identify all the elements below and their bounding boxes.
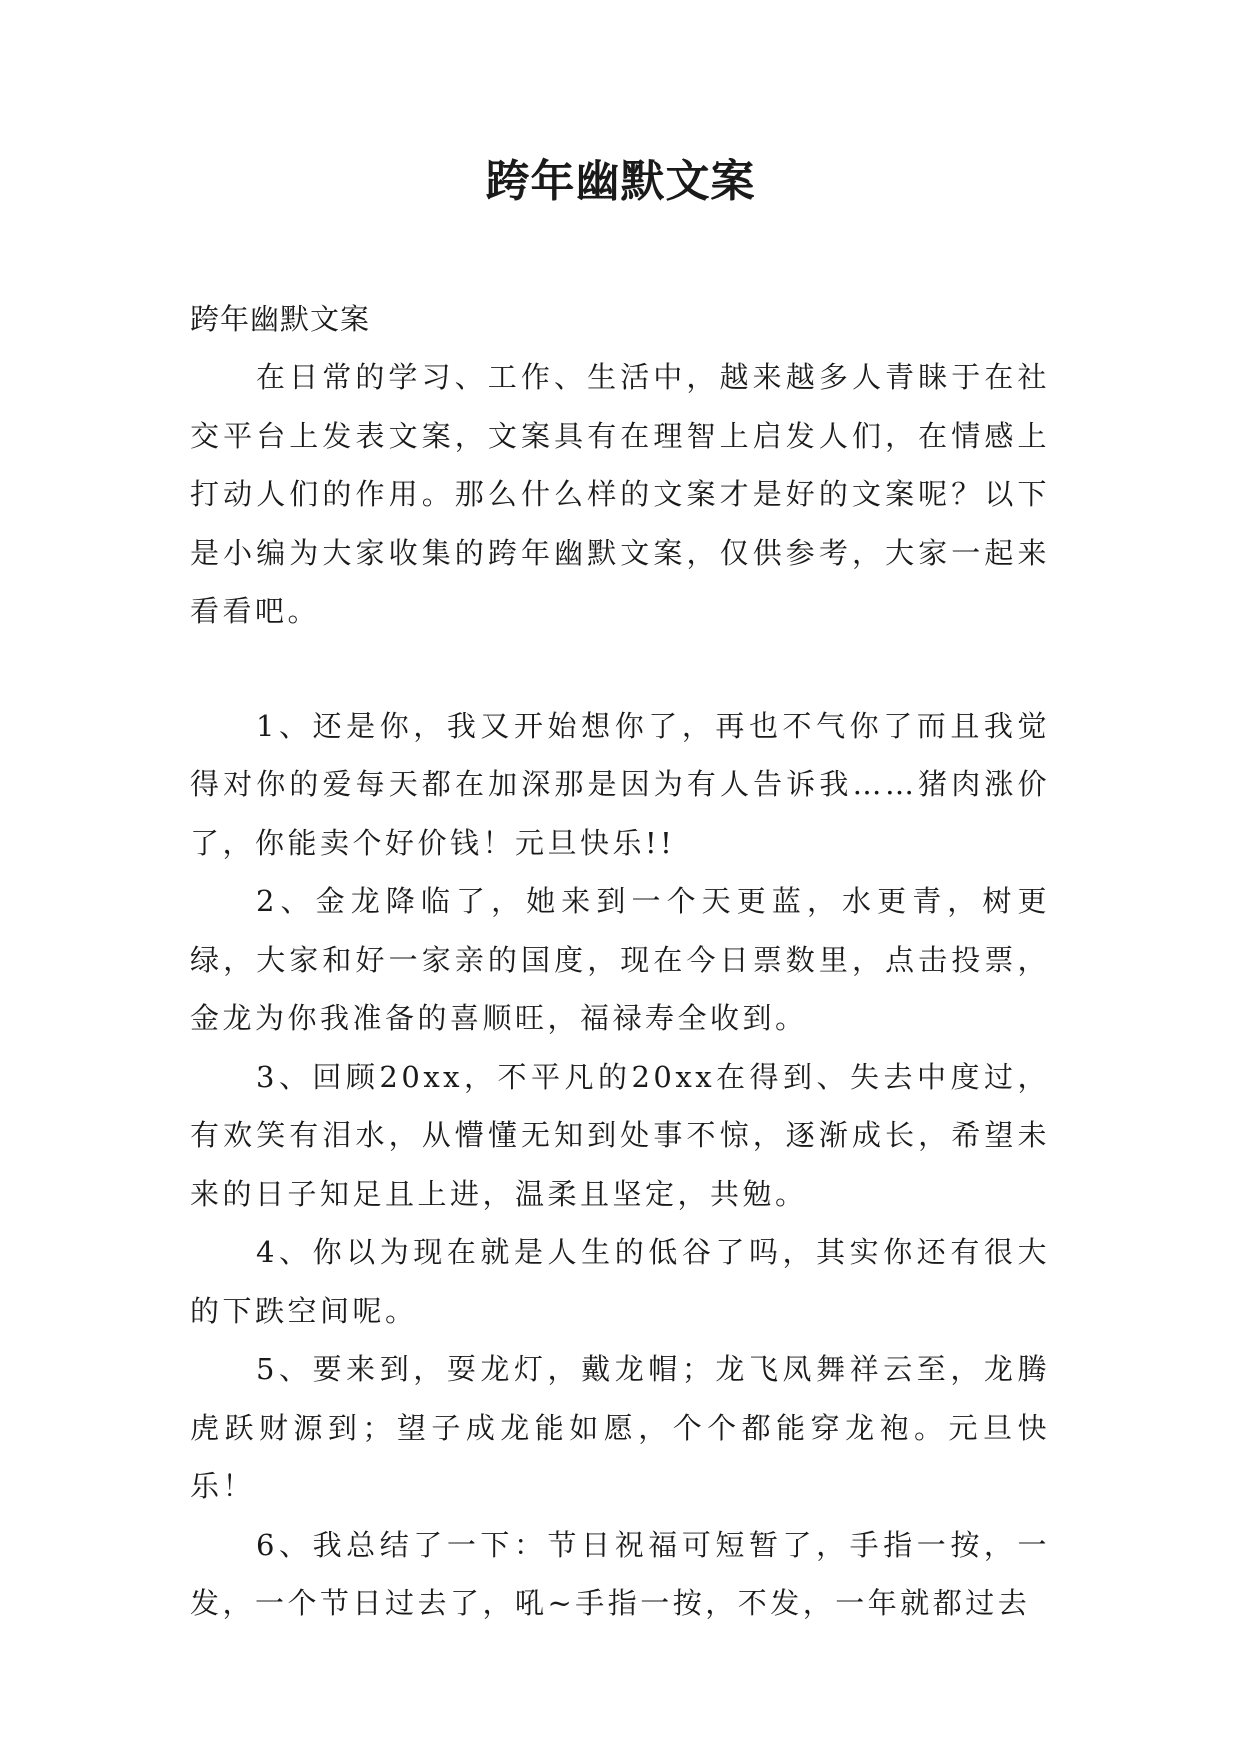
list-item: 5、要来到，耍龙灯，戴龙帽；龙飞凤舞祥云至，龙腾虎跃财源到；望子成龙能如愿，个个都能穿龙袍。元旦快乐！ (190, 1352, 1050, 1503)
list-item: 3、回顾20xx，不平凡的20xx在得到、失去中度过，有欢笑有泪水，从懵懂无知到处事不惊，逐渐成长，希望未来的日子知足且上进，温柔且坚定，共勉。 (190, 1059, 1050, 1211)
list-item: 1、还是你，我又开始想你了，再也不气你了而且我觉得对你的爱每天都在加深那是因为有人告诉我……猪肉涨价了，你能卖个好价钱！元旦快乐!! (190, 708, 1050, 860)
list-item: 6、我总结了一下：节日祝福可短暂了，手指一按，一发，一个节日过去了，吼~手指一按，不发，一年就都过去 (190, 1527, 1050, 1620)
paragraph-spacer (190, 641, 1050, 697)
list-item: 2、金龙降临了，她来到一个天更蓝，水更青，树更绿，大家和好一家亲的国度，现在今日票数里，点击投票，金龙为你我准备的喜顺旺，福禄寿全收到。 (190, 884, 1050, 1035)
intro-paragraph: 在日常的学习、工作、生活中，越来越多人青睐于在社交平台上发表文案，文案具有在理智上启发人们，在情感上打动人们的作用。那么什么样的文案才是好的文案呢？以下是小编为大家收集的跨年幽默文案，仅供参考，大家一起来看看吧。 (190, 360, 1050, 628)
document-body (190, 290, 1050, 1633)
document-title: 跨年幽默文案 (485, 156, 756, 207)
document-subtitle: 跨年幽默文案 (190, 302, 371, 336)
list-item: 4、你以为现在就是人生的低谷了吗，其实你还有很大的下跌空间呢。 (190, 1235, 1050, 1328)
